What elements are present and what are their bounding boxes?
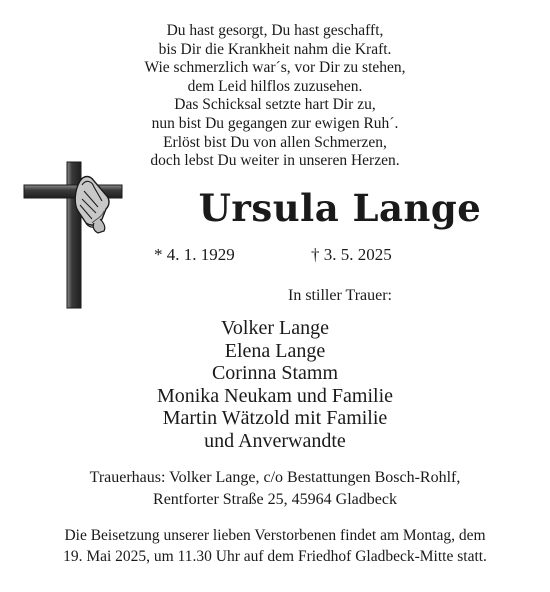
cross-with-praying-hands-icon <box>22 161 126 309</box>
funeral-line: Die Beisetzung unserer lieben Verstorbenen findet am Montag, dem <box>64 527 486 544</box>
birth-date: * 4. 1. 1929 <box>154 245 235 264</box>
death-date: † 3. 5. 2025 <box>311 245 392 264</box>
address-line: Rentforter Straße 25, 45964 Gladbeck <box>153 491 397 508</box>
poem-line: dem Leid hilflos zuzusehen. <box>187 77 363 95</box>
poem-line: Du hast gesorgt, Du hast geschafft, <box>166 22 384 39</box>
poem-line: nun bist Du gegangen zur ewigen Ruh´. <box>151 114 399 132</box>
poem-line: doch lebst Du weiter in unseren Herzen. <box>150 152 400 170</box>
address-line: Trauerhaus: Volker Lange, c/o Bestattungen Bosch-Rohlf, <box>89 469 461 486</box>
mourning-intro: In stiller Trauer: <box>288 287 392 304</box>
deceased-name: Ursula Lange <box>198 186 482 230</box>
mourner: und Anverwandte <box>204 429 346 452</box>
mourner: Monika Neukam und Familie <box>156 384 394 407</box>
poem-line: Erlöst bist Du von allen Schmerzen, <box>163 133 387 151</box>
poem-line: Wie schmerzlich war´s, vor Dir zu stehen, <box>144 59 406 77</box>
mourner: Volker Lange <box>221 317 329 339</box>
mourning-house-address <box>0 467 550 511</box>
poem <box>0 22 550 171</box>
mourners-list <box>0 317 550 453</box>
mourner: Elena Lange <box>224 339 326 362</box>
mourner: Martin Wätzold mit Familie <box>162 407 388 430</box>
funeral-line: 19. Mai 2025, um 11.30 Uhr auf dem Friedhof Gladbeck-Mitte statt. <box>63 548 487 565</box>
funeral-info <box>0 525 550 567</box>
poem-line: bis Dir die Krankheit nahm die Kraft. <box>158 40 392 58</box>
poem-line: Das Schicksal setzte hart Dir zu, <box>174 96 376 114</box>
mourner: Corinna Stamm <box>211 362 339 385</box>
